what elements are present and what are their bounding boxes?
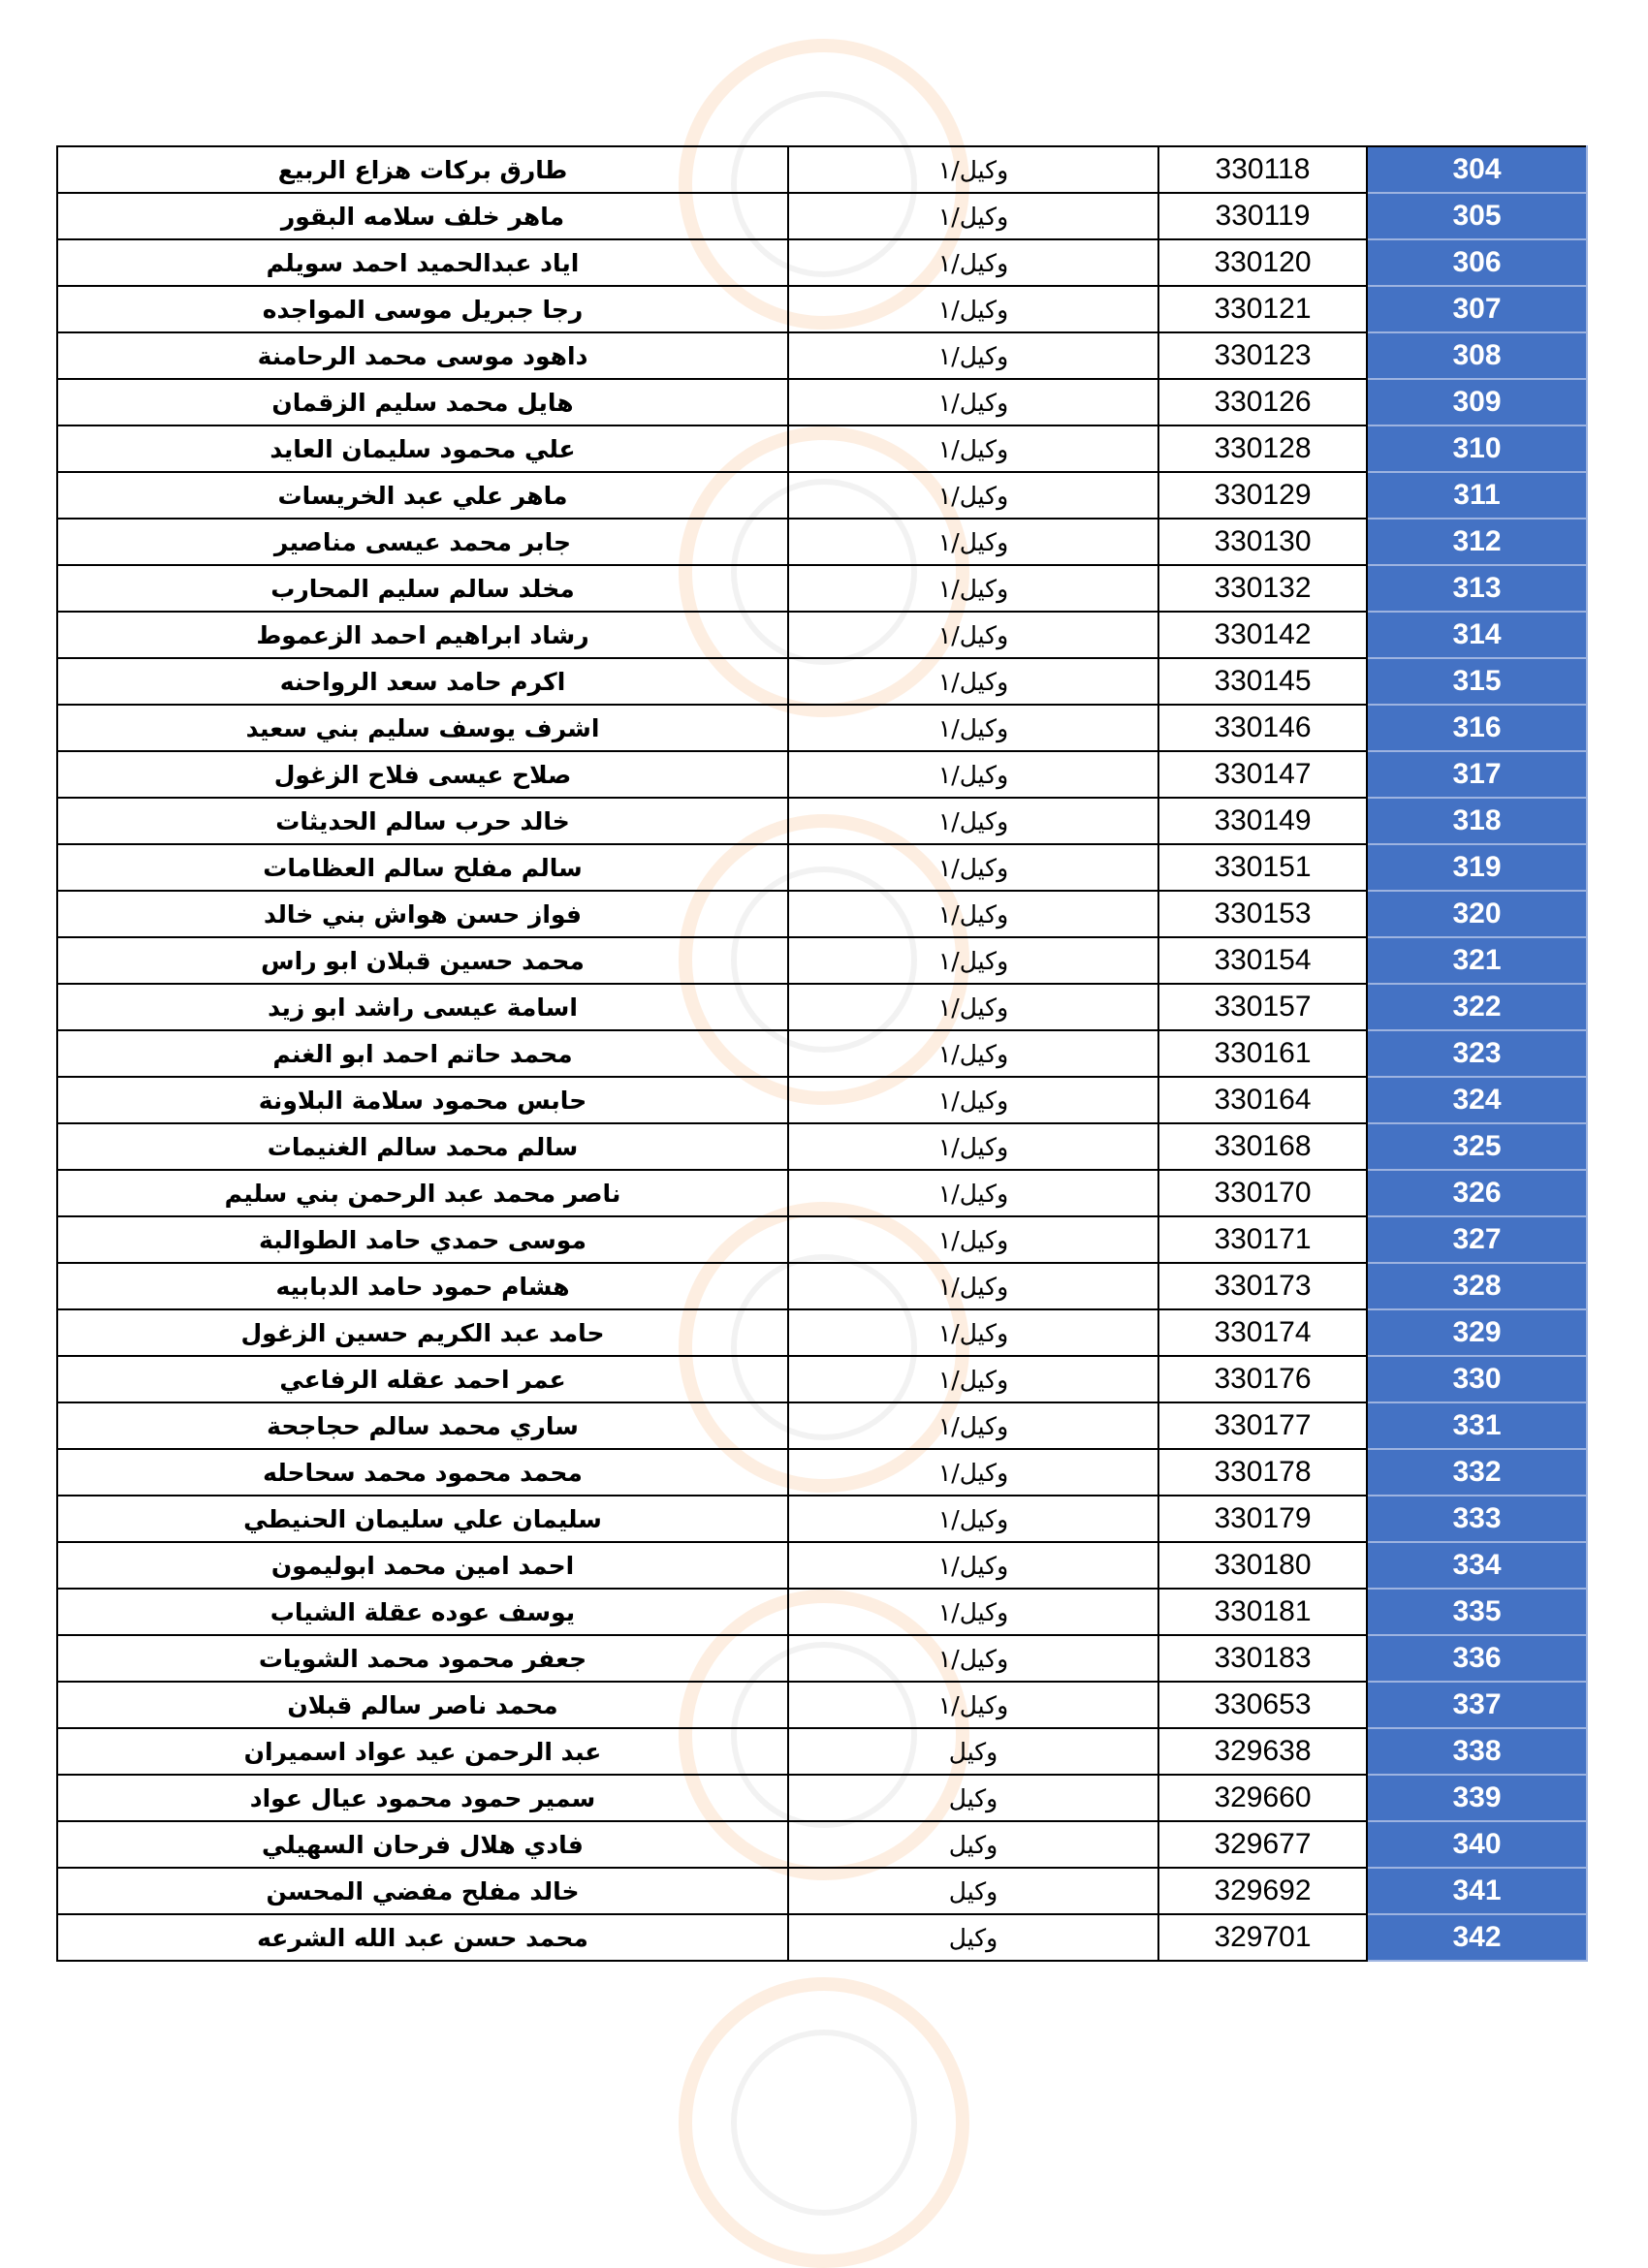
id-number-cell: 330171 bbox=[1158, 1216, 1367, 1263]
sequence-cell: 329 bbox=[1367, 1309, 1587, 1356]
sequence-cell: 340 bbox=[1367, 1821, 1587, 1868]
table-row bbox=[57, 1728, 1587, 1775]
id-number-cell: 330130 bbox=[1158, 519, 1367, 565]
table-row bbox=[57, 332, 1587, 379]
rank-cell: وكيل/١ bbox=[788, 1542, 1158, 1589]
rank-cell: وكيل/١ bbox=[788, 1496, 1158, 1542]
name-cell: خالد مفلح مفضي المحسن bbox=[57, 1868, 788, 1914]
name-cell: محمد محمود محمد سحاحله bbox=[57, 1449, 788, 1496]
name-cell: ساري محمد سالم حجاجحة bbox=[57, 1402, 788, 1449]
id-number-cell: 330119 bbox=[1158, 193, 1367, 239]
table-row bbox=[57, 1682, 1587, 1728]
id-number-cell: 330180 bbox=[1158, 1542, 1367, 1589]
name-cell: محمد حاتم احمد ابو الغنم bbox=[57, 1030, 788, 1077]
rank-cell: وكيل/١ bbox=[788, 1123, 1158, 1170]
sequence-cell: 335 bbox=[1367, 1589, 1587, 1635]
name-cell: رشاد ابراهيم احمد الزعموط bbox=[57, 612, 788, 658]
id-number-cell: 330176 bbox=[1158, 1356, 1367, 1402]
rank-cell: وكيل/١ bbox=[788, 472, 1158, 519]
sequence-cell: 333 bbox=[1367, 1496, 1587, 1542]
rank-cell: وكيل/١ bbox=[788, 379, 1158, 425]
rank-cell: وكيل/١ bbox=[788, 844, 1158, 891]
rank-cell: وكيل/١ bbox=[788, 1216, 1158, 1263]
sequence-cell: 332 bbox=[1367, 1449, 1587, 1496]
id-number-cell: 330147 bbox=[1158, 751, 1367, 798]
sequence-cell: 304 bbox=[1367, 146, 1587, 193]
sequence-cell: 325 bbox=[1367, 1123, 1587, 1170]
sequence-cell: 324 bbox=[1367, 1077, 1587, 1123]
table-row bbox=[57, 1216, 1587, 1263]
rank-cell: وكيل/١ bbox=[788, 239, 1158, 286]
rank-cell: وكيل/١ bbox=[788, 193, 1158, 239]
rank-cell: وكيل/١ bbox=[788, 1170, 1158, 1216]
rank-cell: وكيل/١ bbox=[788, 1635, 1158, 1682]
id-number-cell: 330142 bbox=[1158, 612, 1367, 658]
id-number-cell: 330168 bbox=[1158, 1123, 1367, 1170]
sequence-cell: 320 bbox=[1367, 891, 1587, 937]
rank-cell: وكيل bbox=[788, 1728, 1158, 1775]
name-cell: محمد ناصر سالم قبلان bbox=[57, 1682, 788, 1728]
table-row bbox=[57, 1170, 1587, 1216]
table-row bbox=[57, 239, 1587, 286]
name-cell: حامد عبد الكريم حسين الزغول bbox=[57, 1309, 788, 1356]
sequence-cell: 341 bbox=[1367, 1868, 1587, 1914]
table-row bbox=[57, 1589, 1587, 1635]
sequence-cell: 323 bbox=[1367, 1030, 1587, 1077]
table-row bbox=[57, 1263, 1587, 1309]
table-row bbox=[57, 1496, 1587, 1542]
name-cell: سالم محمد سالم الغنيمات bbox=[57, 1123, 788, 1170]
name-cell: هايل محمد سليم الزقمان bbox=[57, 379, 788, 425]
sequence-cell: 326 bbox=[1367, 1170, 1587, 1216]
rank-cell: وكيل/١ bbox=[788, 1589, 1158, 1635]
id-number-cell: 329677 bbox=[1158, 1821, 1367, 1868]
sequence-cell: 316 bbox=[1367, 705, 1587, 751]
table-row bbox=[57, 286, 1587, 332]
sequence-cell: 311 bbox=[1367, 472, 1587, 519]
table-row bbox=[57, 612, 1587, 658]
name-cell: داهود موسى محمد الرحامنة bbox=[57, 332, 788, 379]
rank-cell: وكيل/١ bbox=[788, 332, 1158, 379]
id-number-cell: 330653 bbox=[1158, 1682, 1367, 1728]
id-number-cell: 330118 bbox=[1158, 146, 1367, 193]
id-number-cell: 330154 bbox=[1158, 937, 1367, 984]
table-row bbox=[57, 1449, 1587, 1496]
name-cell: ناصر محمد عبد الرحمن بني سليم bbox=[57, 1170, 788, 1216]
sequence-cell: 308 bbox=[1367, 332, 1587, 379]
rank-cell: وكيل/١ bbox=[788, 565, 1158, 612]
table-row bbox=[57, 519, 1587, 565]
table-row bbox=[57, 1775, 1587, 1821]
name-cell: محمد حسن عبد الله الشرعه bbox=[57, 1914, 788, 1961]
sequence-cell: 318 bbox=[1367, 798, 1587, 844]
name-cell: اسامة عيسى راشد ابو زيد bbox=[57, 984, 788, 1030]
id-number-cell: 330177 bbox=[1158, 1402, 1367, 1449]
sequence-cell: 322 bbox=[1367, 984, 1587, 1030]
name-cell: صلاح عيسى فلاح الزغول bbox=[57, 751, 788, 798]
name-cell: ماهر خلف سلامه البقور bbox=[57, 193, 788, 239]
rank-cell: وكيل/١ bbox=[788, 1077, 1158, 1123]
id-number-cell: 330121 bbox=[1158, 286, 1367, 332]
sequence-cell: 339 bbox=[1367, 1775, 1587, 1821]
id-number-cell: 330120 bbox=[1158, 239, 1367, 286]
rank-cell: وكيل/١ bbox=[788, 1309, 1158, 1356]
id-number-cell: 330183 bbox=[1158, 1635, 1367, 1682]
sequence-cell: 317 bbox=[1367, 751, 1587, 798]
table-row bbox=[57, 705, 1587, 751]
table-row bbox=[57, 565, 1587, 612]
sequence-cell: 305 bbox=[1367, 193, 1587, 239]
name-cell: فواز حسن هواش بني خالد bbox=[57, 891, 788, 937]
id-number-cell: 330123 bbox=[1158, 332, 1367, 379]
rank-cell: وكيل/١ bbox=[788, 937, 1158, 984]
table-row bbox=[57, 798, 1587, 844]
name-cell: سليمان علي سليمان الحنيطي bbox=[57, 1496, 788, 1542]
id-number-cell: 330149 bbox=[1158, 798, 1367, 844]
id-number-cell: 330145 bbox=[1158, 658, 1367, 705]
id-number-cell: 329701 bbox=[1158, 1914, 1367, 1961]
table-row bbox=[57, 1309, 1587, 1356]
name-cell: سالم مفلح سالم العظامات bbox=[57, 844, 788, 891]
sequence-cell: 313 bbox=[1367, 565, 1587, 612]
sequence-cell: 319 bbox=[1367, 844, 1587, 891]
table-row bbox=[57, 1635, 1587, 1682]
sequence-cell: 331 bbox=[1367, 1402, 1587, 1449]
table-row bbox=[57, 1821, 1587, 1868]
name-cell: سمير حمود محمود عيال عواد bbox=[57, 1775, 788, 1821]
sequence-cell: 337 bbox=[1367, 1682, 1587, 1728]
name-cell: فادي هلال فرحان السهيلي bbox=[57, 1821, 788, 1868]
name-cell: اكرم حامد سعد الرواحنه bbox=[57, 658, 788, 705]
id-number-cell: 330179 bbox=[1158, 1496, 1367, 1542]
rank-cell: وكيل/١ bbox=[788, 1682, 1158, 1728]
sequence-cell: 310 bbox=[1367, 425, 1587, 472]
id-number-cell: 330178 bbox=[1158, 1449, 1367, 1496]
table-row bbox=[57, 1542, 1587, 1589]
id-number-cell: 330132 bbox=[1158, 565, 1367, 612]
id-number-cell: 330128 bbox=[1158, 425, 1367, 472]
rank-cell: وكيل/١ bbox=[788, 1402, 1158, 1449]
name-cell: جابر محمد عيسى مناصير bbox=[57, 519, 788, 565]
sequence-cell: 314 bbox=[1367, 612, 1587, 658]
rank-cell: وكيل bbox=[788, 1868, 1158, 1914]
rank-cell: وكيل bbox=[788, 1775, 1158, 1821]
rank-cell: وكيل/١ bbox=[788, 1356, 1158, 1402]
name-cell: ماهر علي عبد الخريسات bbox=[57, 472, 788, 519]
name-cell: حابس محمود سلامة البلاونة bbox=[57, 1077, 788, 1123]
name-cell: جعفر محمود محمد الشويات bbox=[57, 1635, 788, 1682]
table-row bbox=[57, 425, 1587, 472]
rank-cell: وكيل/١ bbox=[788, 1030, 1158, 1077]
id-number-cell: 330126 bbox=[1158, 379, 1367, 425]
table-row bbox=[57, 146, 1587, 193]
table-row bbox=[57, 937, 1587, 984]
sequence-cell: 336 bbox=[1367, 1635, 1587, 1682]
table-row bbox=[57, 844, 1587, 891]
sequence-cell: 328 bbox=[1367, 1263, 1587, 1309]
rank-cell: وكيل/١ bbox=[788, 984, 1158, 1030]
rank-cell: وكيل/١ bbox=[788, 658, 1158, 705]
sequence-cell: 330 bbox=[1367, 1356, 1587, 1402]
rank-cell: وكيل/١ bbox=[788, 891, 1158, 937]
id-number-cell: 330164 bbox=[1158, 1077, 1367, 1123]
rank-cell: وكيل/١ bbox=[788, 519, 1158, 565]
sequence-cell: 327 bbox=[1367, 1216, 1587, 1263]
name-cell: خالد حرب سالم الحديثات bbox=[57, 798, 788, 844]
id-number-cell: 329638 bbox=[1158, 1728, 1367, 1775]
id-number-cell: 330173 bbox=[1158, 1263, 1367, 1309]
name-cell: اشرف يوسف سليم بني سعيد bbox=[57, 705, 788, 751]
rank-cell: وكيل/١ bbox=[788, 1449, 1158, 1496]
id-number-cell: 330153 bbox=[1158, 891, 1367, 937]
rank-cell: وكيل bbox=[788, 1914, 1158, 1961]
name-cell: علي محمود سليمان العايد bbox=[57, 425, 788, 472]
name-cell: محمد حسين قبلان ابو راس bbox=[57, 937, 788, 984]
name-cell: يوسف عوده عقلة الشياب bbox=[57, 1589, 788, 1635]
id-number-cell: 330146 bbox=[1158, 705, 1367, 751]
table-row bbox=[57, 984, 1587, 1030]
sequence-cell: 338 bbox=[1367, 1728, 1587, 1775]
name-cell: طارق بركات هزاع الربيع bbox=[57, 146, 788, 193]
table-row bbox=[57, 1123, 1587, 1170]
table-row bbox=[57, 379, 1587, 425]
sequence-cell: 312 bbox=[1367, 519, 1587, 565]
rank-cell: وكيل/١ bbox=[788, 286, 1158, 332]
sequence-cell: 309 bbox=[1367, 379, 1587, 425]
rank-cell: وكيل/١ bbox=[788, 798, 1158, 844]
watermark-logo bbox=[679, 1977, 969, 2268]
name-cell: هشام حمود حامد الدبابيه bbox=[57, 1263, 788, 1309]
id-number-cell: 330170 bbox=[1158, 1170, 1367, 1216]
id-number-cell: 330129 bbox=[1158, 472, 1367, 519]
id-number-cell: 329692 bbox=[1158, 1868, 1367, 1914]
name-cell: عمر احمد عقله الرفاعي bbox=[57, 1356, 788, 1402]
sequence-cell: 306 bbox=[1367, 239, 1587, 286]
table-row bbox=[57, 1030, 1587, 1077]
table-row bbox=[57, 751, 1587, 798]
table-row bbox=[57, 1077, 1587, 1123]
sequence-cell: 334 bbox=[1367, 1542, 1587, 1589]
table-body bbox=[57, 146, 1587, 1961]
name-cell: عبد الرحمن عيد عواد اسميران bbox=[57, 1728, 788, 1775]
name-cell: اياد عبدالحميد احمد سويلم bbox=[57, 239, 788, 286]
id-number-cell: 330181 bbox=[1158, 1589, 1367, 1635]
name-cell: احمد امين محمد ابوليمون bbox=[57, 1542, 788, 1589]
rank-cell: وكيل/١ bbox=[788, 425, 1158, 472]
name-cell: رجا جبريل موسى المواجده bbox=[57, 286, 788, 332]
table-row bbox=[57, 193, 1587, 239]
table-row bbox=[57, 891, 1587, 937]
name-cell: موسى حمدي حامد الطوالبة bbox=[57, 1216, 788, 1263]
table-row bbox=[57, 1914, 1587, 1961]
rank-cell: وكيل bbox=[788, 1821, 1158, 1868]
rank-cell: وكيل/١ bbox=[788, 705, 1158, 751]
rank-cell: وكيل/١ bbox=[788, 751, 1158, 798]
sequence-cell: 342 bbox=[1367, 1914, 1587, 1961]
sequence-cell: 321 bbox=[1367, 937, 1587, 984]
table-row bbox=[57, 658, 1587, 705]
id-number-cell: 330151 bbox=[1158, 844, 1367, 891]
table-row bbox=[57, 1356, 1587, 1402]
table-row bbox=[57, 1402, 1587, 1449]
id-number-cell: 329660 bbox=[1158, 1775, 1367, 1821]
id-number-cell: 330174 bbox=[1158, 1309, 1367, 1356]
name-cell: مخلد سالم سليم المحارب bbox=[57, 565, 788, 612]
sequence-cell: 307 bbox=[1367, 286, 1587, 332]
table-row bbox=[57, 1868, 1587, 1914]
rank-cell: وكيل/١ bbox=[788, 1263, 1158, 1309]
rank-cell: وكيل/١ bbox=[788, 612, 1158, 658]
sequence-cell: 315 bbox=[1367, 658, 1587, 705]
personnel-table bbox=[56, 145, 1588, 1962]
rank-cell: وكيل/١ bbox=[788, 146, 1158, 193]
id-number-cell: 330161 bbox=[1158, 1030, 1367, 1077]
id-number-cell: 330157 bbox=[1158, 984, 1367, 1030]
table-row bbox=[57, 472, 1587, 519]
